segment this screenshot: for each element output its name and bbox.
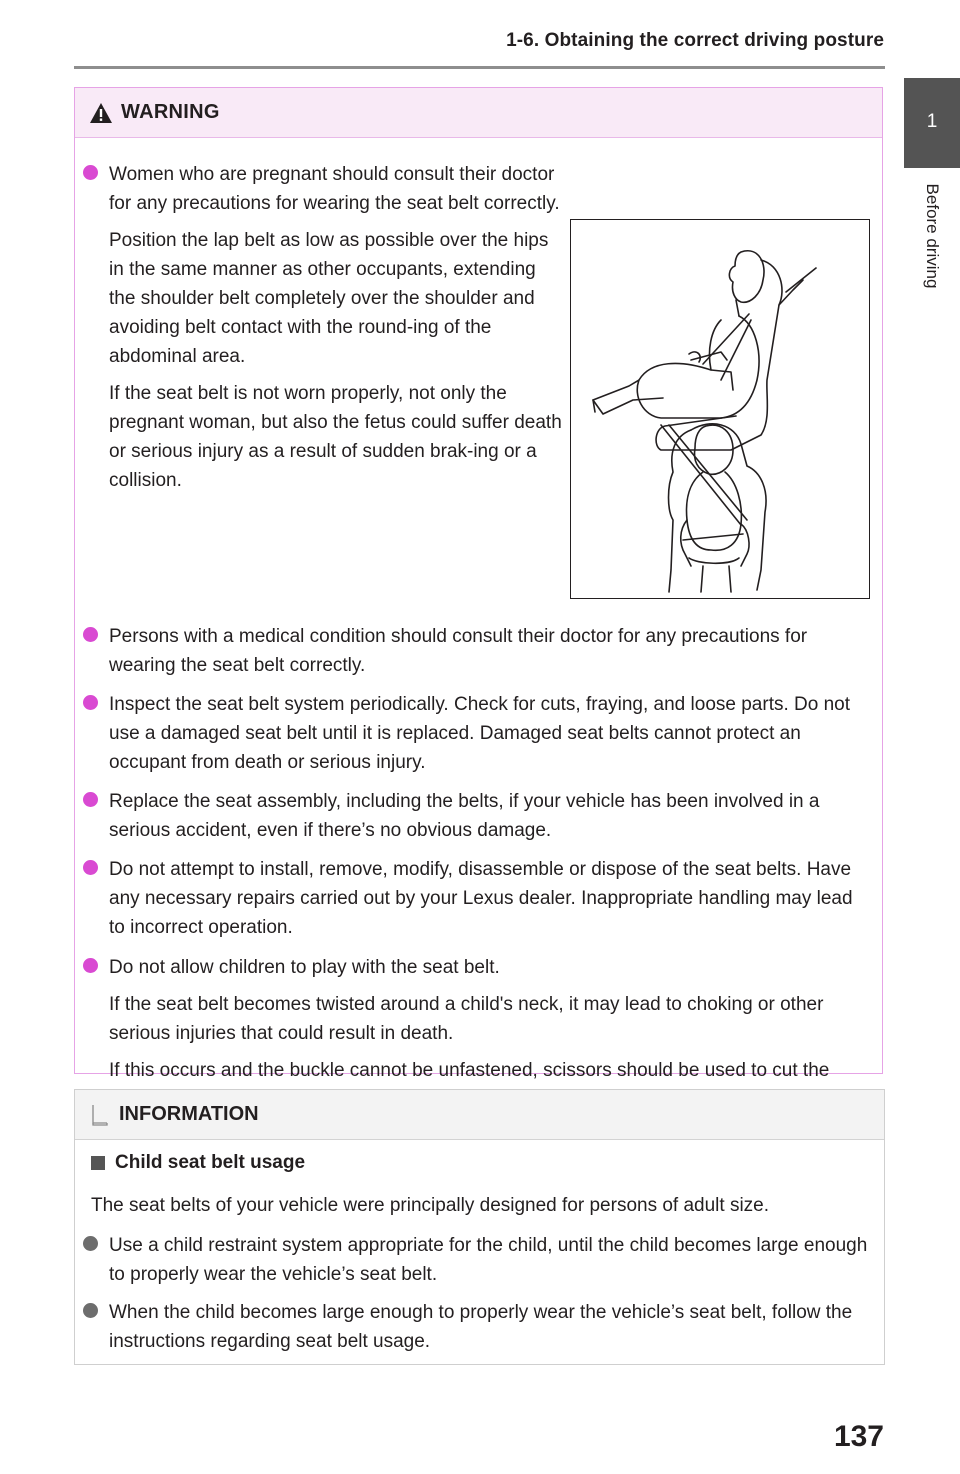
warning-triangle-icon — [89, 102, 113, 124]
warning-paragraph: If the seat belt becomes twisted around a child's neck, it may lead to choking or other serious injuries that could result in death. — [109, 994, 824, 1044]
warning-item-pregnant — [109, 160, 563, 495]
header-rule — [74, 66, 885, 69]
warning-header — [75, 88, 882, 138]
bullet-dot — [83, 860, 98, 875]
bullet-dot — [83, 792, 98, 807]
chapter-number: 1 — [926, 111, 938, 132]
seatbelt-figure — [571, 220, 868, 597]
chapter-tab-rule — [904, 166, 960, 168]
warning-text: Do not attempt to install, remove, modify, disassemble or dispose of the seat belts. Have any necessary repairs carried out by your Lexus dealer. Inappropriate handling may lead to incorrect operation. — [109, 859, 853, 938]
pregnant-seatbelt-illustration — [570, 219, 870, 599]
information-box — [74, 1089, 885, 1365]
information-item-text: When the child becomes large enough to properly wear the vehicle’s seat belt, follow the instructions regarding seat belt usage. — [109, 1302, 853, 1352]
bullet-dot — [83, 695, 98, 710]
page-number: 137 — [833, 1420, 884, 1453]
information-intro: The seat belts of your vehicle were principally designed for persons of adult size. — [91, 1195, 770, 1216]
information-item — [109, 1298, 869, 1356]
square-bullet-icon — [91, 1156, 105, 1170]
information-subheading — [91, 1152, 305, 1174]
bullet-dot — [83, 165, 98, 180]
chapter-label: Before driving — [923, 183, 942, 289]
warning-item-inspect — [109, 690, 869, 777]
bullet-dot — [83, 627, 98, 642]
warning-title: WARNING — [121, 101, 220, 123]
warning-item-modify — [109, 855, 869, 942]
bullet-dot — [83, 1303, 98, 1318]
warning-text: Replace the seat assembly, including the belts, if your vehicle has been involved in a serious accident, even if there’s no obvious damage. — [109, 791, 820, 841]
warning-text: Inspect the seat belt system periodically. Check for cuts, fraying, and loose parts. Do not use a damaged seat belt until it is replaced. Damaged seat belts cannot protect an occupant from death or serious injury. — [109, 694, 851, 773]
information-item-text: Use a child restraint system appropriate for the child, until the child becomes large enough to properly wear the vehicle’s seat belt. — [109, 1235, 868, 1285]
information-item — [109, 1231, 869, 1289]
page-header-title: 1-6. Obtaining the correct driving posture — [506, 30, 884, 51]
warning-item-replace — [109, 787, 861, 845]
warning-box — [74, 87, 883, 1081]
bullet-dot — [83, 1236, 98, 1251]
warning-paragraph: If the seat belt is not worn properly, not only the pregnant woman, but also the fetus could suffer death or serious injury as a result of sudden brak-ing or a collision. — [109, 383, 562, 491]
warning-paragraph: Position the lap belt as low as possible over the hips in the same manner as other occupants, extending the shoulder belt completely over the shoulder and avoiding belt contact with the round-ing of the abdominal area. — [109, 230, 549, 367]
subheading-text: Child seat belt usage — [115, 1152, 306, 1173]
information-title: INFORMATION — [119, 1103, 259, 1125]
warning-paragraph: If this occurs and the buckle cannot be unfastened, scissors should be used to cut the — [109, 1060, 830, 1081]
information-header — [75, 1090, 884, 1140]
warning-text: Persons with a medical condition should consult their doctor for any precautions for wearing the seat belt correctly. — [109, 626, 808, 676]
note-icon — [91, 1103, 109, 1127]
warning-paragraph: Women who are pregnant should consult their doctor for any precautions for wearing the seat belt correctly. — [109, 164, 560, 214]
warning-text: Do not allow children to play with the seat belt. — [109, 957, 500, 978]
warning-item-medical — [109, 622, 861, 680]
chapter-tab — [904, 78, 960, 166]
bullet-dot — [83, 958, 98, 973]
